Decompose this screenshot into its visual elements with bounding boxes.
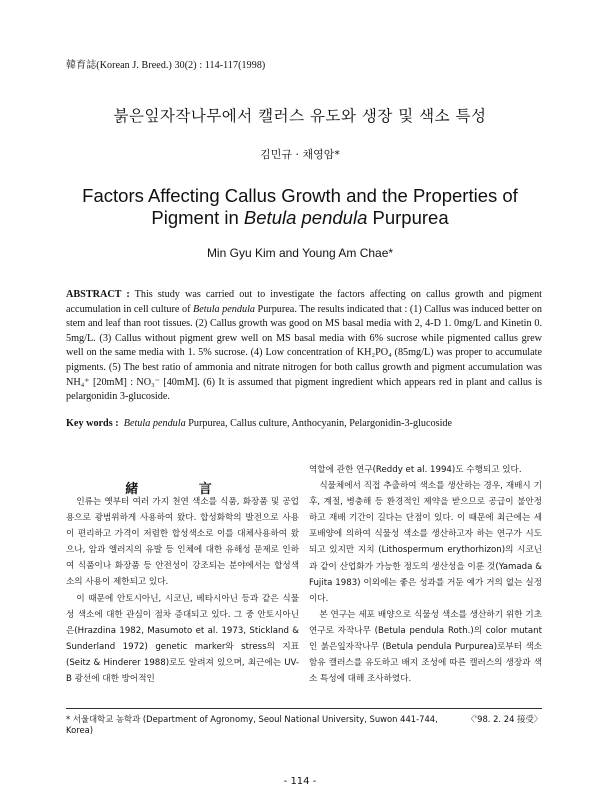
left-column xyxy=(66,494,299,687)
english-title-line2-pre: Pigment in xyxy=(151,207,244,228)
right-paragraph-1: 식물체에서 직접 추출하여 색소를 생산하는 경우, 재배시 기후, 계절, 병충해 등 환경적인 제약을 받으므로 공급이 불안정하고 재배 기간이 길다는 단점이 있다. 이 때문에 최근에는 세포배양에 의하여 식물성 색소를 생산하고자 하는 연구가 시도되고 있지만 지치 (Lithospermum erythorhizon)의 시코닌과 같이 산업화가 가능한 정도의 생산성을 이룬 것(Yamada & Fujita 1983) 이외에는 좋은 성과를 거둔 예가 거의 없는 실정이다. xyxy=(309,481,542,604)
section-heading: 緒 言 xyxy=(125,482,240,497)
footnote-received-date: 〈'98. 2. 24 接受〉 xyxy=(466,714,543,724)
english-title-species: Betula pendula xyxy=(243,207,368,228)
keywords-label: Key words : xyxy=(66,418,119,429)
keywords-species: Betula pendula xyxy=(123,418,186,429)
keywords-text: Purpurea, Callus culture, Anthocyanin, Pelargonidin-3-glucoside xyxy=(185,418,453,429)
abstract-text-a: This study was carried out to investigate the factors affecting on callus growth and pigment accumulation in cell culture of xyxy=(66,289,542,315)
abstract xyxy=(66,288,542,405)
abstract-label: ABSTRACT : xyxy=(66,289,130,300)
english-title-line2 xyxy=(0,207,600,229)
page-number: - 114 - xyxy=(283,776,317,787)
keywords xyxy=(66,418,542,429)
right-column xyxy=(309,462,542,687)
korean-title: 붉은잎자작나무에서 캘러스 유도와 생장 및 색소 특성 xyxy=(113,107,487,125)
left-paragraph-2: 이 때문에 안토시아닌, 시코닌, 베타시아닌 등과 같은 식물성 색소에 대한 관심이 점차 증대되고 있다. 그 중 안토시아닌은(Hrazdina 1982, Masumoto et al. 1973, Stickland & Sunderland 1972) genetic marker와 stress의 지표(Seitz & Hinderer 1988)로도 알려져 있으며, 최근에는 UV-B 광선에 대한 방어적인 xyxy=(66,593,299,685)
footnote-divider xyxy=(66,708,542,709)
english-title xyxy=(0,185,600,229)
footnote-affiliation: * 서울대학교 농학과 (Department of Agronomy, Seoul National University, Suwon 441-744, Korea) xyxy=(66,714,438,735)
english-title-line1: Factors Affecting Callus Growth and the Properties of xyxy=(82,185,518,206)
english-title-line2-post: Purpurea xyxy=(367,207,449,228)
right-paragraph-2: 본 연구는 세포 배양으로 식물성 색소를 생산하기 위한 기초 연구로 자작나무 (Betula pendula Roth.)의 color mutant인 붉은잎자작나무 (Betula pendula Purpurea)로부터 색소 함유 캘러스를 유도하고 배지 조성에 따른 캘러스의 생장과 색소 특성에 대해 조사하였다. xyxy=(309,609,542,685)
right-paragraph-0: 역할에 관한 연구(Reddy et al. 1994)도 수행되고 있다. xyxy=(309,465,522,475)
korean-authors: 김민규 · 채영암* xyxy=(260,148,340,161)
left-paragraph-1: 인류는 옛부터 여러 가지 천연 색소를 식품, 화장품 및 공업용으로 광범위하게 사용하여 왔다. 합성화학의 발전으로 사용이 편리하고 가격이 저렴한 합성색소로 이를 대체사용하여 왔으나, 암과 엘러지의 유발 등 인체에 대한 유해성 문제로 인하여 식품이나 화장품 등 안전성이 강조되는 분야에서는 합성색소의 사용이 제한되고 있다. xyxy=(66,497,299,588)
abstract-text-b: Purpurea. The results indicated that : (1) Callus was induced better on stem and leaf than root tissues. (2) Callus growth was good on MS basal media with 2, 4-D 1. 0mg/L and Kinetin 0. 5mg/L. (3) Callus without pigment grew well on MS basal media with 6% sucrose while pigmented callus grew well on the same media with 1. 5% sucrose. (4) Low concentration of KH₂PO₄ (85mg/L) was proper to accumulate pigments. (5) The best ratio of ammonia and nitrate nitrogen for both callus growth and pigment accumulation was NH₄⁺ [20mM] : NO₃⁻ [40mM]. (6) It is assumed that pigment ingredient which appears red in plant and callus is pelargonidin 3-glucoside. xyxy=(66,303,542,403)
english-authors: Min Gyu Kim and Young Am Chae* xyxy=(206,246,394,260)
abstract-species: Betula pendula xyxy=(193,303,255,315)
footnote xyxy=(66,713,542,735)
journal-citation: 韓育誌(Korean J. Breed.) 30(2) : 114-117(1998) xyxy=(66,60,266,71)
